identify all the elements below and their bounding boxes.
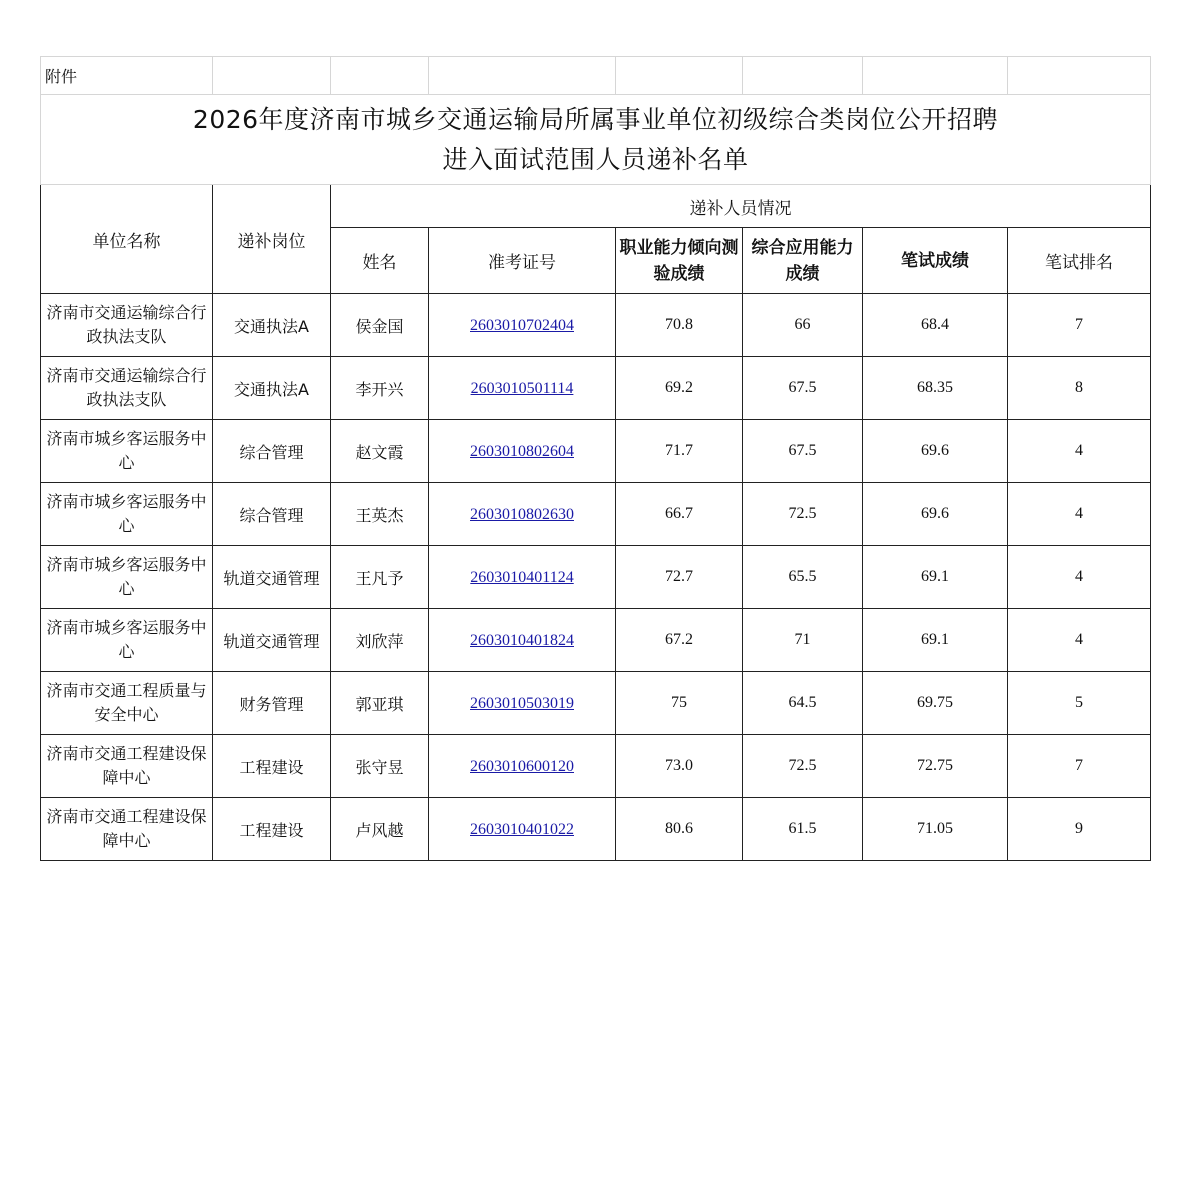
cell-aptitude-score: 66.7	[616, 483, 743, 546]
cell-person-name: 张守昱	[331, 735, 429, 798]
cell-position: 工程建设	[213, 798, 331, 861]
header-written-rank: 笔试排名	[1008, 228, 1151, 294]
exam-id-link[interactable]: 2603010401824	[470, 632, 574, 649]
cell-unit-name: 济南市交通工程建设保障中心	[41, 735, 213, 798]
cell-position: 综合管理	[213, 420, 331, 483]
roster-table	[40, 56, 1151, 861]
cell-written-rank: 5	[1008, 672, 1151, 735]
cell-unit-name: 济南市交通工程建设保障中心	[41, 798, 213, 861]
empty-cell	[213, 57, 331, 95]
cell-written-rank: 8	[1008, 357, 1151, 420]
header-aptitude-score: 职业能力倾向测验成绩	[616, 228, 743, 294]
cell-application-score: 72.5	[743, 483, 863, 546]
cell-person-name: 刘欣萍	[331, 609, 429, 672]
cell-unit-name: 济南市交通工程质量与安全中心	[41, 672, 213, 735]
cell-aptitude-score: 73.0	[616, 735, 743, 798]
empty-cell	[616, 57, 743, 95]
cell-application-score: 67.5	[743, 420, 863, 483]
exam-id-link[interactable]: 2603010501114	[470, 380, 574, 397]
exam-id-link[interactable]: 2603010802630	[470, 506, 574, 523]
exam-id-link[interactable]: 2603010802604	[470, 443, 574, 460]
header-row-1	[41, 185, 1151, 228]
cell-written-rank: 4	[1008, 609, 1151, 672]
empty-cell	[863, 57, 1008, 95]
cell-position: 综合管理	[213, 483, 331, 546]
cell-written-score: 72.75	[863, 735, 1008, 798]
cell-application-score: 61.5	[743, 798, 863, 861]
cell-position: 交通执法A	[213, 294, 331, 357]
attachment-label: 附件	[41, 57, 213, 95]
header-group: 递补人员情况	[331, 185, 1151, 228]
cell-exam-id	[429, 609, 616, 672]
cell-person-name: 赵文霞	[331, 420, 429, 483]
exam-id-link[interactable]: 2603010401124	[470, 569, 574, 586]
cell-written-rank: 4	[1008, 546, 1151, 609]
exam-id-link[interactable]: 2603010702404	[470, 317, 574, 334]
cell-exam-id	[429, 294, 616, 357]
cell-position: 轨道交通管理	[213, 546, 331, 609]
table-row	[41, 420, 1151, 483]
cell-written-rank: 7	[1008, 294, 1151, 357]
cell-written-score: 68.35	[863, 357, 1008, 420]
header-unit-name: 单位名称	[41, 185, 213, 294]
table-row	[41, 609, 1151, 672]
header-application-score: 综合应用能力成绩	[743, 228, 863, 294]
cell-aptitude-score: 71.7	[616, 420, 743, 483]
cell-unit-name: 济南市城乡客运服务中心	[41, 546, 213, 609]
cell-unit-name: 济南市城乡客运服务中心	[41, 483, 213, 546]
cell-exam-id	[429, 546, 616, 609]
cell-written-score: 69.6	[863, 483, 1008, 546]
table-row	[41, 735, 1151, 798]
cell-aptitude-score: 80.6	[616, 798, 743, 861]
cell-written-rank: 4	[1008, 420, 1151, 483]
cell-aptitude-score: 75	[616, 672, 743, 735]
header-exam-id: 准考证号	[429, 228, 616, 294]
attachment-row	[41, 57, 1151, 95]
cell-application-score: 64.5	[743, 672, 863, 735]
cell-position: 财务管理	[213, 672, 331, 735]
cell-exam-id	[429, 483, 616, 546]
document-title	[41, 95, 1151, 185]
cell-written-score: 71.05	[863, 798, 1008, 861]
cell-written-rank: 7	[1008, 735, 1151, 798]
table-row	[41, 546, 1151, 609]
empty-cell	[1008, 57, 1151, 95]
empty-cell	[429, 57, 616, 95]
cell-exam-id	[429, 735, 616, 798]
table-row	[41, 357, 1151, 420]
cell-unit-name: 济南市城乡客运服务中心	[41, 609, 213, 672]
cell-exam-id	[429, 672, 616, 735]
cell-position: 轨道交通管理	[213, 609, 331, 672]
cell-person-name: 卢风越	[331, 798, 429, 861]
cell-application-score: 71	[743, 609, 863, 672]
cell-unit-name: 济南市交通运输综合行政执法支队	[41, 357, 213, 420]
cell-aptitude-score: 72.7	[616, 546, 743, 609]
exam-id-link[interactable]: 2603010600120	[470, 758, 574, 775]
header-name: 姓名	[331, 228, 429, 294]
empty-cell	[743, 57, 863, 95]
cell-written-score: 68.4	[863, 294, 1008, 357]
table-row	[41, 483, 1151, 546]
cell-written-score: 69.6	[863, 420, 1008, 483]
cell-person-name: 王英杰	[331, 483, 429, 546]
cell-aptitude-score: 67.2	[616, 609, 743, 672]
cell-person-name: 李开兴	[331, 357, 429, 420]
cell-person-name: 郭亚琪	[331, 672, 429, 735]
cell-person-name: 王凡予	[331, 546, 429, 609]
cell-unit-name: 济南市城乡客运服务中心	[41, 420, 213, 483]
exam-id-link[interactable]: 2603010503019	[470, 695, 574, 712]
empty-cell	[331, 57, 429, 95]
cell-written-score: 69.1	[863, 546, 1008, 609]
cell-application-score: 67.5	[743, 357, 863, 420]
cell-position: 工程建设	[213, 735, 331, 798]
cell-exam-id	[429, 357, 616, 420]
cell-exam-id	[429, 420, 616, 483]
cell-application-score: 72.5	[743, 735, 863, 798]
cell-exam-id	[429, 798, 616, 861]
table-row	[41, 294, 1151, 357]
cell-unit-name: 济南市交通运输综合行政执法支队	[41, 294, 213, 357]
cell-written-rank: 4	[1008, 483, 1151, 546]
title-row	[41, 95, 1151, 185]
cell-written-score: 69.1	[863, 609, 1008, 672]
cell-application-score: 66	[743, 294, 863, 357]
cell-application-score: 65.5	[743, 546, 863, 609]
table-row	[41, 798, 1151, 861]
title-line-1: 2026年度济南市城乡交通运输局所属事业单位初级综合类岗位公开招聘	[192, 104, 999, 134]
cell-aptitude-score: 69.2	[616, 357, 743, 420]
exam-id-link[interactable]: 2603010401022	[470, 821, 574, 838]
header-position: 递补岗位	[213, 185, 331, 294]
cell-written-score: 69.75	[863, 672, 1008, 735]
cell-person-name: 侯金国	[331, 294, 429, 357]
cell-written-rank: 9	[1008, 798, 1151, 861]
cell-position: 交通执法A	[213, 357, 331, 420]
header-written-score: 笔试成绩	[863, 228, 1008, 294]
cell-aptitude-score: 70.8	[616, 294, 743, 357]
title-line-2: 进入面试范围人员递补名单	[442, 144, 749, 174]
table-row	[41, 672, 1151, 735]
